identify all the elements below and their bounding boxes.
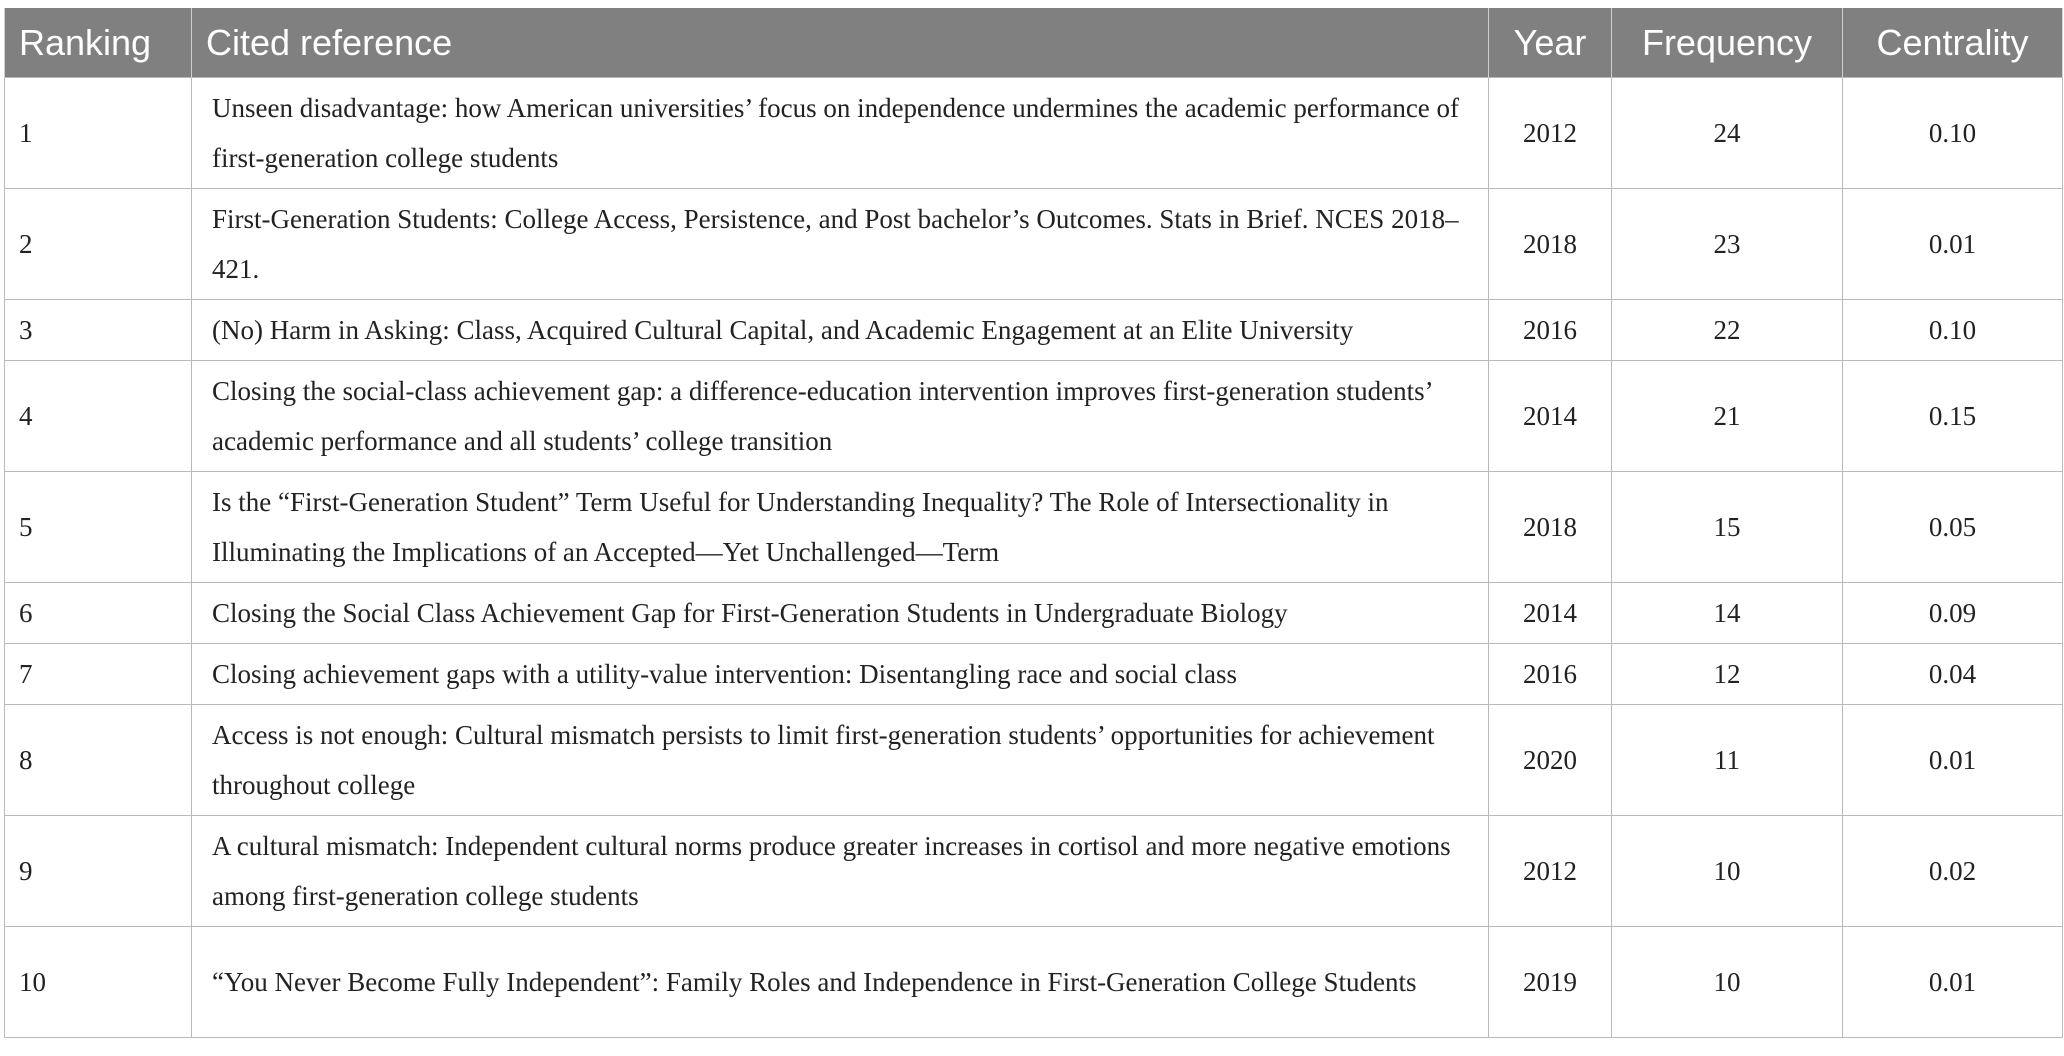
table-row xyxy=(5,361,2063,472)
cell-cited-reference: Unseen disadvantage: how American universities’ focus on independence undermines the academic performance of first-generation college students xyxy=(192,78,1489,189)
cell-year: 2012 xyxy=(1489,816,1612,927)
cell-cited-reference: (No) Harm in Asking: Class, Acquired Cultural Capital, and Academic Engagement at an Elite University xyxy=(192,300,1489,361)
cell-centrality: 0.10 xyxy=(1843,300,2063,361)
table-body xyxy=(5,78,2063,1038)
cell-centrality: 0.01 xyxy=(1843,927,2063,1038)
cell-year: 2014 xyxy=(1489,583,1612,644)
cell-frequency: 23 xyxy=(1612,189,1843,300)
cell-year: 2020 xyxy=(1489,705,1612,816)
cell-ranking: 1 xyxy=(5,78,192,189)
cell-centrality: 0.05 xyxy=(1843,472,2063,583)
cell-cited-reference: Closing achievement gaps with a utility-value intervention: Disentangling race and social class xyxy=(192,644,1489,705)
cell-frequency: 12 xyxy=(1612,644,1843,705)
cell-year: 2012 xyxy=(1489,78,1612,189)
cell-ranking: 5 xyxy=(5,472,192,583)
cell-cited-reference: Closing the Social Class Achievement Gap for First-Generation Students in Undergraduate Biology xyxy=(192,583,1489,644)
cell-centrality: 0.15 xyxy=(1843,361,2063,472)
table-row xyxy=(5,644,2063,705)
cell-frequency: 21 xyxy=(1612,361,1843,472)
cell-centrality: 0.01 xyxy=(1843,189,2063,300)
cell-centrality: 0.10 xyxy=(1843,78,2063,189)
cell-ranking: 10 xyxy=(5,927,192,1038)
header-centrality: Centrality xyxy=(1843,8,2063,78)
header-ranking: Ranking xyxy=(5,8,192,78)
header-cited-reference: Cited reference xyxy=(192,8,1489,78)
table-row xyxy=(5,583,2063,644)
cell-year: 2016 xyxy=(1489,300,1612,361)
cited-references-table-container xyxy=(4,8,2062,1038)
cell-frequency: 10 xyxy=(1612,816,1843,927)
cell-centrality: 0.02 xyxy=(1843,816,2063,927)
cell-ranking: 6 xyxy=(5,583,192,644)
cell-centrality: 0.04 xyxy=(1843,644,2063,705)
cell-year: 2019 xyxy=(1489,927,1612,1038)
cell-ranking: 7 xyxy=(5,644,192,705)
header-row xyxy=(5,8,2063,78)
table-row xyxy=(5,300,2063,361)
cited-references-table xyxy=(4,8,2063,1038)
cell-frequency: 11 xyxy=(1612,705,1843,816)
cell-frequency: 22 xyxy=(1612,300,1843,361)
cell-ranking: 9 xyxy=(5,816,192,927)
header-year: Year xyxy=(1489,8,1612,78)
cell-frequency: 14 xyxy=(1612,583,1843,644)
cell-cited-reference: Access is not enough: Cultural mismatch persists to limit first-generation students’ opportunities for achievement throughout college xyxy=(192,705,1489,816)
cell-cited-reference: First-Generation Students: College Access, Persistence, and Post bachelor’s Outcomes. Stats in Brief. NCES 2018–421. xyxy=(192,189,1489,300)
cell-ranking: 3 xyxy=(5,300,192,361)
cell-frequency: 24 xyxy=(1612,78,1843,189)
table-row xyxy=(5,472,2063,583)
header-frequency: Frequency xyxy=(1612,8,1843,78)
cell-cited-reference: Is the “First-Generation Student” Term Useful for Understanding Inequality? The Role of Intersectionality in Illuminating the Implications of an Accepted—Yet Unchallenged—Term xyxy=(192,472,1489,583)
table-row xyxy=(5,816,2063,927)
cell-cited-reference: A cultural mismatch: Independent cultural norms produce greater increases in cortisol and more negative emotions among first-generation college students xyxy=(192,816,1489,927)
cell-ranking: 2 xyxy=(5,189,192,300)
table-row xyxy=(5,189,2063,300)
table-row xyxy=(5,927,2063,1038)
cell-ranking: 8 xyxy=(5,705,192,816)
cell-cited-reference: “You Never Become Fully Independent”: Family Roles and Independence in First-Generation College Students xyxy=(192,927,1489,1038)
cell-year: 2014 xyxy=(1489,361,1612,472)
cell-year: 2018 xyxy=(1489,189,1612,300)
cell-centrality: 0.09 xyxy=(1843,583,2063,644)
cell-year: 2018 xyxy=(1489,472,1612,583)
cell-frequency: 15 xyxy=(1612,472,1843,583)
cell-cited-reference: Closing the social-class achievement gap: a difference-education intervention improves first-generation students’ academic performance and all students’ college transition xyxy=(192,361,1489,472)
cell-year: 2016 xyxy=(1489,644,1612,705)
table-row xyxy=(5,705,2063,816)
cell-frequency: 10 xyxy=(1612,927,1843,1038)
cell-ranking: 4 xyxy=(5,361,192,472)
cell-centrality: 0.01 xyxy=(1843,705,2063,816)
table-header xyxy=(5,8,2063,78)
table-row xyxy=(5,78,2063,189)
